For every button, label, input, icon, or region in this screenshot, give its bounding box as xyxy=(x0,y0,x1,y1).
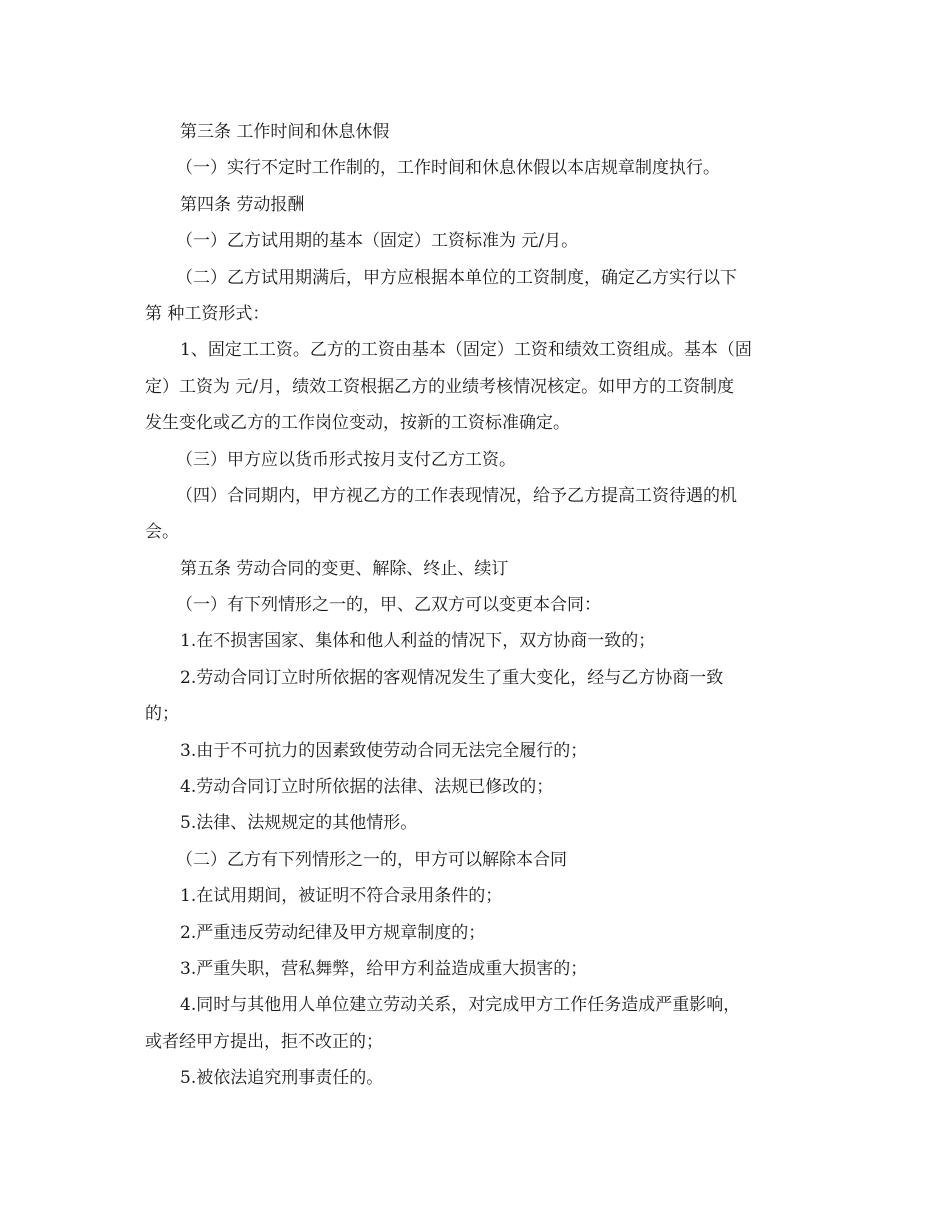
list-item: 4.同时与其他用人单位建立劳动关系，对完成甲方工作任务造成严重影响， xyxy=(180,995,741,1016)
paragraph-line: （二）乙方试用期满后，甲方应根据本单位的工资制度，确定乙方实行以下 xyxy=(176,267,737,288)
paragraph-line: 第 种工资形式： xyxy=(145,303,270,324)
article-3-heading: 第三条 工作时间和休息休假 xyxy=(180,122,390,142)
list-item: 2.严重违反劳动纪律及甲方规章制度的； xyxy=(180,922,486,943)
contract-text xyxy=(145,114,810,1097)
article-5-heading: 第五条 劳动合同的变更、解除、终止、续订 xyxy=(180,558,509,579)
list-item: 5.法律、法规规定的其他情形。 xyxy=(180,813,418,834)
paragraph-line: （一）实行不定时工作制的，工作时间和休息休假以本店规章制度执行。 xyxy=(176,158,720,179)
list-item: 3.严重失职，营私舞弊，给甲方利益造成重大损害的； xyxy=(180,958,588,979)
paragraph-line: 定）工资为 元/月，绩效工资根据乙方的业绩考核情况核定。如甲方的工资制度 xyxy=(145,376,735,397)
list-item: 5.被依法追究刑事责任的。 xyxy=(180,1068,384,1089)
list-item: 3.由于不可抗力的因素致使劳动合同无法完全履行的； xyxy=(180,740,588,761)
paragraph-line: 1、固定工工资。乙方的工资由基本（固定）工资和绩效工资组成。基本（固 xyxy=(180,340,752,361)
paragraph-line: 会。 xyxy=(145,522,179,543)
list-item: 1.在试用期间，被证明不符合录用条件的； xyxy=(180,886,503,907)
paragraph-line: （四）合同期内，甲方视乙方的工作表现情况，给予乙方提高工资待遇的机 xyxy=(176,485,737,506)
paragraph-line: 发生变化或乙方的工作岗位变动，按新的工资标准确定。 xyxy=(145,413,570,434)
paragraph-line: （一）有下列情形之一的，甲、乙双方可以变更本合同： xyxy=(176,595,601,616)
list-item: 4.劳动合同订立时所依据的法律、法规已修改的； xyxy=(180,777,554,798)
paragraph-line: （一）乙方试用期的基本（固定）工资标准为 元/月。 xyxy=(176,231,579,252)
list-item-continuation: 或者经甲方提出，拒不改正的； xyxy=(145,1031,383,1052)
list-item-continuation: 的； xyxy=(145,704,179,725)
article-4-heading: 第四条 劳动报酬 xyxy=(180,194,305,215)
list-item: 2.劳动合同订立时所依据的客观情况发生了重大变化，经与乙方协商一致 xyxy=(180,667,724,688)
paragraph-line: （三）甲方应以货币形式按月支付乙方工资。 xyxy=(176,449,516,470)
list-item: 1.在不损害国家、集体和他人利益的情况下，双方协商一致的； xyxy=(180,631,656,652)
paragraph-line: （二）乙方有下列情形之一的，甲方可以解除本合同 xyxy=(176,849,567,870)
